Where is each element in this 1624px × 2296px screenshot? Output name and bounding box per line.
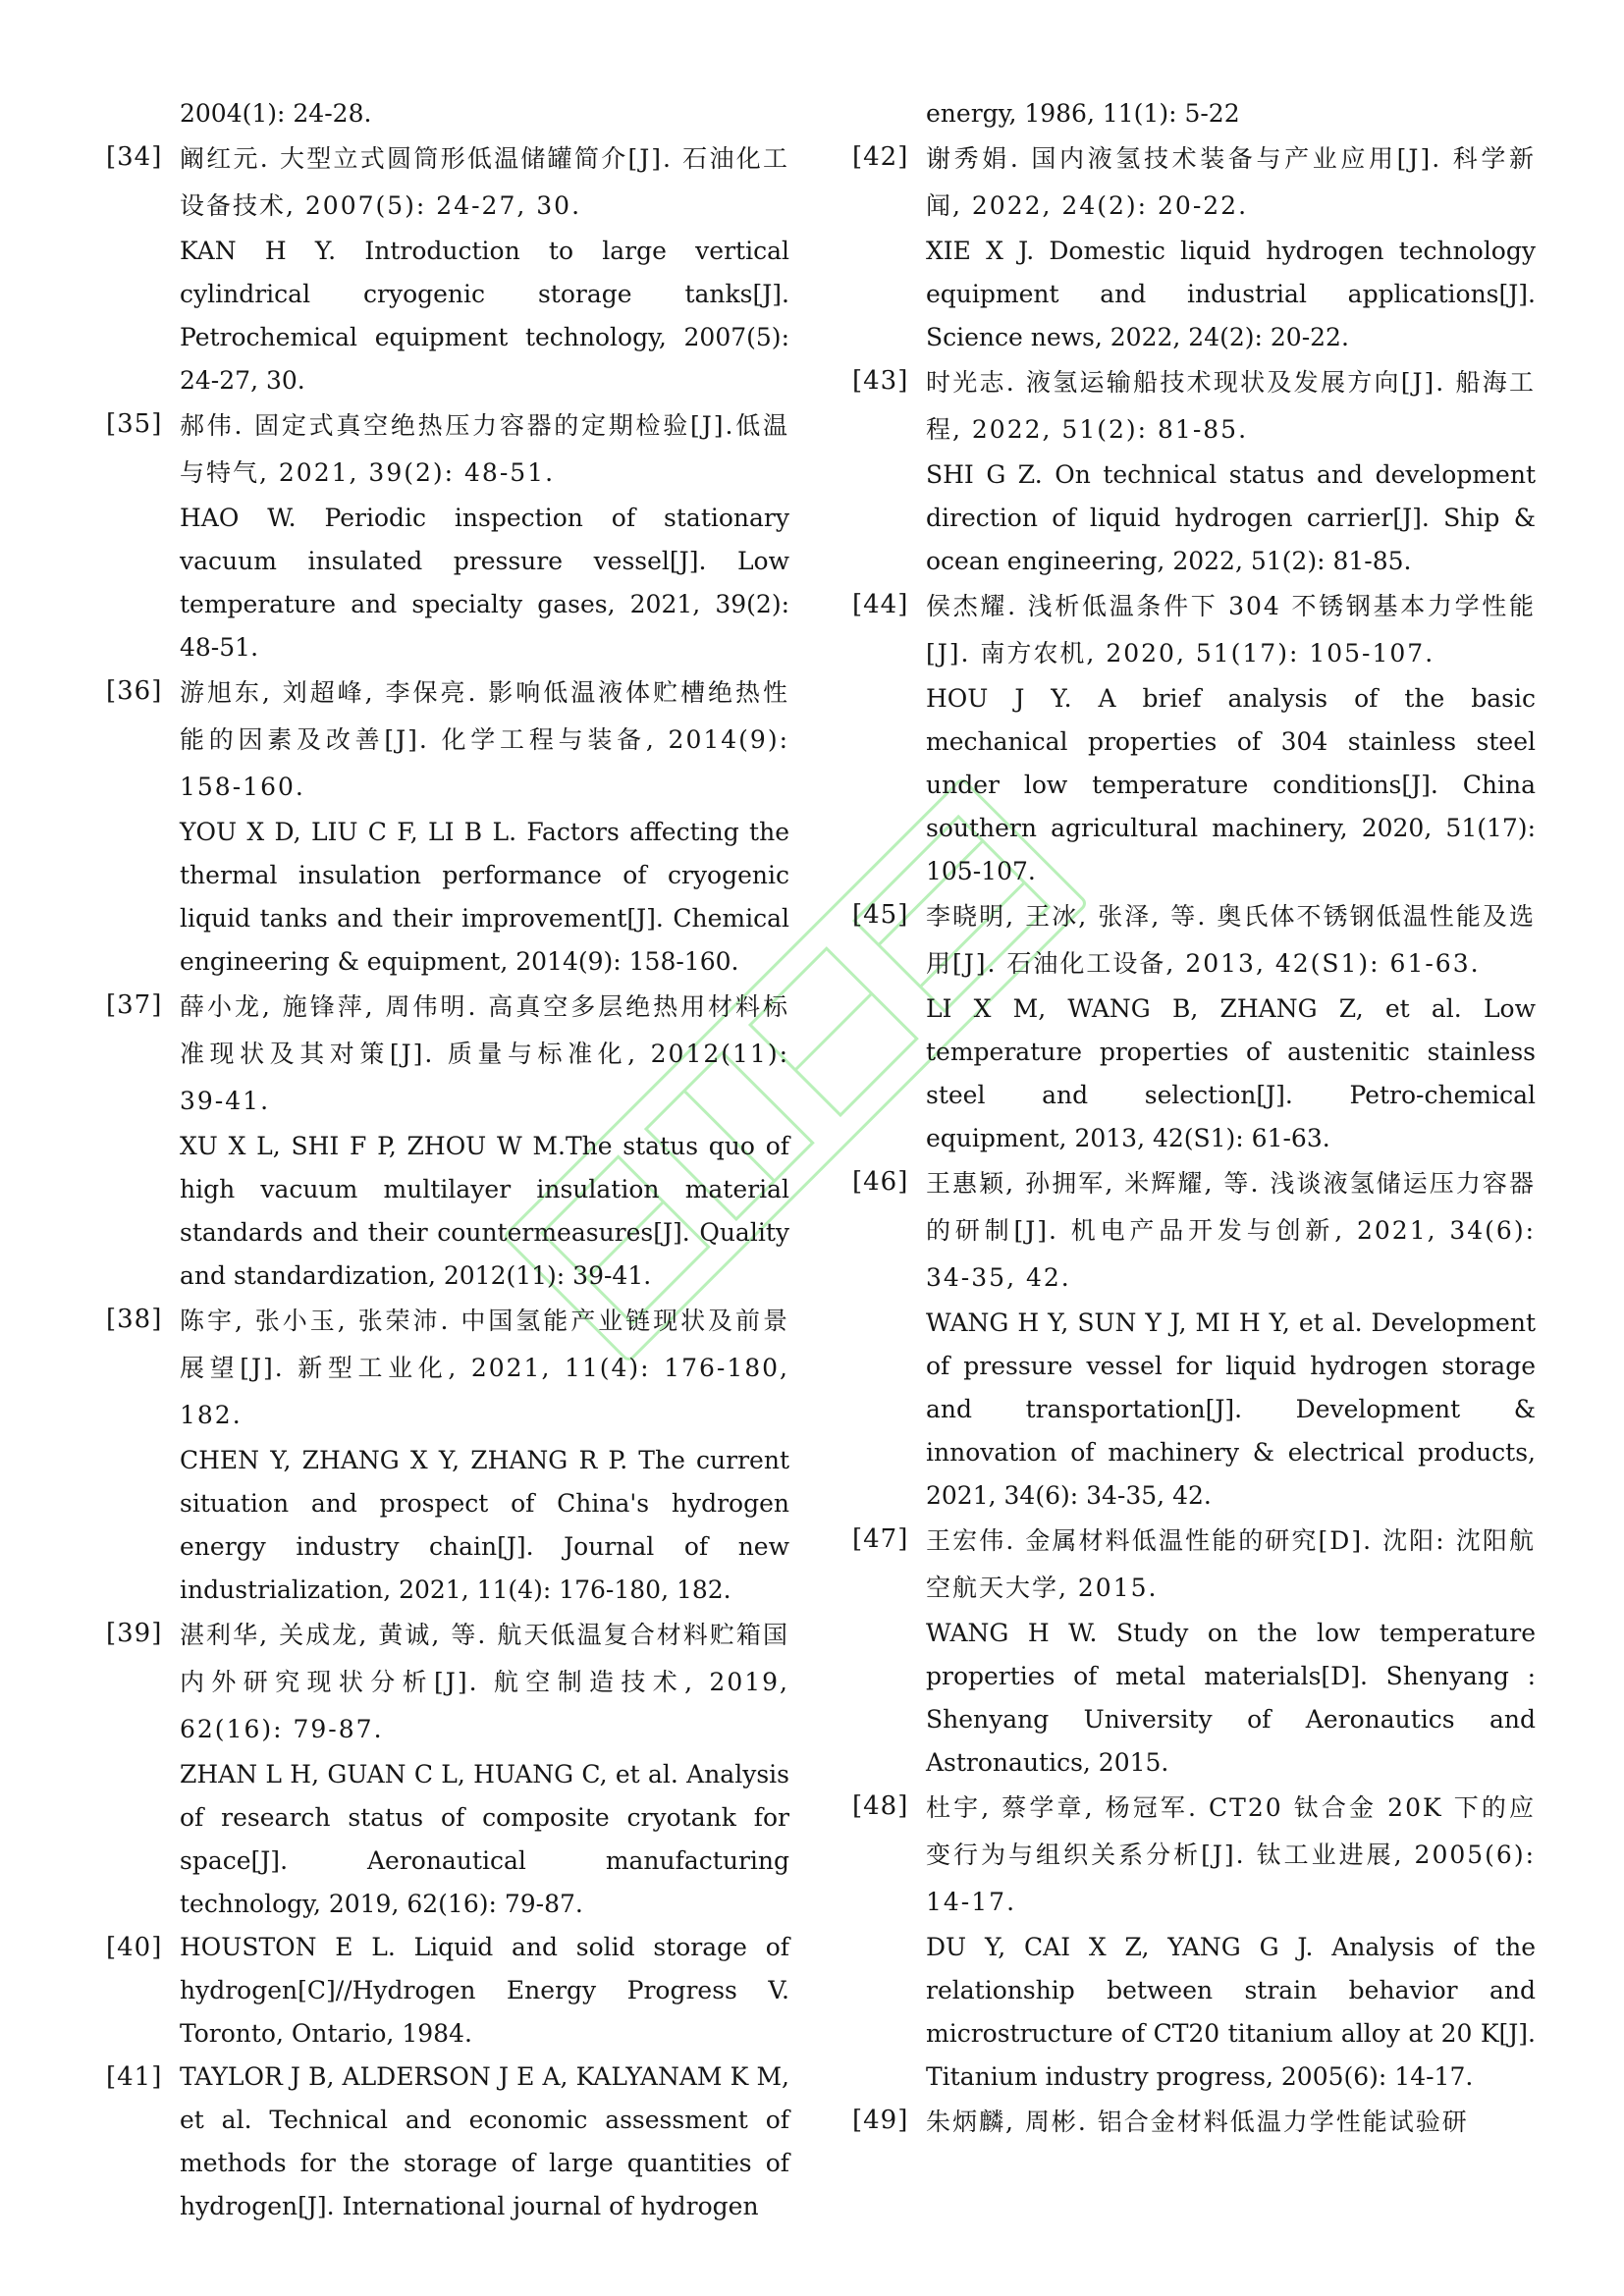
reference-number: [45] <box>852 900 909 930</box>
reference-entry <box>106 92 789 135</box>
reference-text-chinese: 阚红元. 大型立式圆筒形低温储罐简介[J]. 石油化工设备技术, 2007(5): 24-27, 30. <box>180 144 789 220</box>
reference-entry <box>852 359 1536 583</box>
reference-text-english: WANG H Y, SUN Y J, MI H Y, et al. Development of pressure vessel for liquid hydrogen storage and transportation[J]. Development & innovation of machinery & electrical products, 2021, 34(6): 34-35, 42. <box>926 1308 1536 1510</box>
reference-number: [48] <box>852 1791 909 1821</box>
reference-text-english: ZHAN L H, GUAN C L, HUANG C, et al. Analysis of research status of composite cryotank for space[J]. Aeronautical manufacturing technology, 2019, 62(16): 79-87. <box>180 1760 789 1918</box>
reference-text-english: XU X L, SHI F P, ZHOU W M.The status quo of high vacuum multilayer insulation material standards and their countermeasures[J]. Quality and standardization, 2012(11): 39-41. <box>180 1132 789 1290</box>
reference-entry <box>106 135 789 402</box>
reference-text-english: HOU J Y. A brief analysis of the basic mechanical properties of 304 stainless steel under low temperature conditions[J]. China southern agricultural machinery, 2020, 51(17): 105-107. <box>926 684 1536 885</box>
reference-text-chinese: 侯杰耀. 浅析低温条件下 304 不锈钢基本力学性能[J]. 南方农机, 2020, 51(17): 105-107. <box>926 592 1536 667</box>
reference-entry <box>106 1926 789 2056</box>
reference-number: [41] <box>106 2062 163 2092</box>
left-column <box>106 92 789 2228</box>
reference-text-english: KAN H Y. Introduction to large vertical cylindrical cryogenic storage tanks[J]. Petrochemical equipment technology, 2007(5): 24-27, 30. <box>180 237 789 395</box>
reference-entry <box>852 135 1536 359</box>
reference-text-english: LI X M, WANG B, ZHANG Z, et al. Low temperature properties of austenitic stainless steel and selection[J]. Petro-chemical equipment, 2013, 42(S1): 61-63. <box>926 994 1536 1152</box>
reference-text-english: HAO W. Periodic inspection of stationary vacuum insulated pressure vessel[J]. Low temperature and specialty gases, 2021, 39(2): 48-51. <box>180 504 789 662</box>
reference-number: [36] <box>106 676 163 706</box>
reference-number: [38] <box>106 1305 163 1334</box>
reference-number: [49] <box>852 2106 909 2135</box>
reference-text-chinese: 游旭东, 刘超峰, 李保亮. 影响低温液体贮槽绝热性能的因素及改善[J]. 化学工程与装备, 2014(9): 158-160. <box>180 678 789 801</box>
reference-number: [40] <box>106 1933 163 1962</box>
reference-entry <box>106 1298 789 1612</box>
reference-entry <box>852 92 1536 135</box>
reference-entry <box>106 984 789 1298</box>
reference-number: [42] <box>852 142 909 172</box>
reference-entry <box>852 893 1536 1160</box>
reference-text-english: 2004(1): 24-28. <box>180 99 372 128</box>
reference-text-chinese: 薛小龙, 施锋萍, 周伟明. 高真空多层绝热用材料标准现状及其对策[J]. 质量与标准化, 2012(11): 39-41. <box>180 992 789 1115</box>
reference-number: [39] <box>106 1619 163 1648</box>
reference-entry <box>852 1160 1536 1518</box>
reference-entry <box>852 583 1536 893</box>
reference-text-chinese: 郝伟. 固定式真空绝热压力容器的定期检验[J].低温与特气, 2021, 39(2): 48-51. <box>180 411 789 487</box>
reference-entry <box>106 1612 789 1926</box>
reference-number: [47] <box>852 1524 909 1554</box>
reference-text-english: HOUSTON E L. Liquid and solid storage of hydrogen[C]//Hydrogen Energy Progress V. Toronto, Ontario, 1984. <box>180 1933 789 2048</box>
reference-number: [43] <box>852 366 909 396</box>
reference-text-english: SHI G Z. On technical status and development direction of liquid hydrogen carrier[J]. Ship & ocean engineering, 2022, 51(2): 81-85. <box>926 460 1536 575</box>
reference-text-chinese: 谢秀娟. 国内液氢技术装备与产业应用[J]. 科学新闻, 2022, 24(2): 20-22. <box>926 144 1536 220</box>
reference-number: [46] <box>852 1167 909 1197</box>
reference-text-english: WANG H W. Study on the low temperature properties of metal materials[D]. Shenyang : Shenyang University of Aeronautics and Astronautics, 2015. <box>926 1619 1536 1777</box>
reference-text-english: energy, 1986, 11(1): 5-22 <box>926 99 1240 128</box>
reference-number: [34] <box>106 142 163 172</box>
reference-number: [35] <box>106 409 163 439</box>
reference-text-chinese: 李晓明, 王冰, 张泽, 等. 奥氏体不锈钢低温性能及选用[J]. 石油化工设备, 2013, 42(S1): 61-63. <box>926 902 1536 978</box>
reference-text-english: CHEN Y, ZHANG X Y, ZHANG R P. The current situation and prospect of China's hydrogen energy industry chain[J]. Journal of new industrialization, 2021, 11(4): 176-180, 182. <box>180 1446 789 1604</box>
reference-text-chinese: 陈宇, 张小玉, 张荣沛. 中国氢能产业链现状及前景展望[J]. 新型工业化, 2021, 11(4): 176-180, 182. <box>180 1307 789 1429</box>
right-column <box>852 92 1536 2146</box>
reference-text-chinese: 时光志. 液氢运输船技术现状及发展方向[J]. 船海工程, 2022, 51(2): 81-85. <box>926 368 1536 444</box>
reference-text-chinese: 王惠颖, 孙拥军, 米辉耀, 等. 浅谈液氢储运压力容器的研制[J]. 机电产品开发与创新, 2021, 34(6): 34-35, 42. <box>926 1169 1536 1292</box>
reference-text-english: DU Y, CAI X Z, YANG G J. Analysis of the relationship between strain behavior and microstructure of CT20 titanium alloy at 20 K[J]. Titanium industry progress, 2005(6): 14-17. <box>926 1933 1536 2091</box>
reference-text-english: TAYLOR J B, ALDERSON J E A, KALYANAM K M, et al. Technical and economic assessment of methods for the storage of large quantities of hydrogen[J]. International journal of hydrogen <box>180 2062 789 2220</box>
reference-entry <box>106 2056 789 2228</box>
reference-entry <box>852 1518 1536 1785</box>
reference-text-chinese: 湛利华, 关成龙, 黄诚, 等. 航天低温复合材料贮箱国内外研究现状分析[J]. 航空制造技术, 2019, 62(16): 79-87. <box>180 1621 789 1743</box>
reference-text-chinese: 杜宇, 蔡学章, 杨冠军. CT20 钛合金 20K 下的应变行为与组织关系分析[J]. 钛工业进展, 2005(6): 14-17. <box>926 1793 1536 1916</box>
reference-entry <box>852 2099 1536 2146</box>
reference-entry <box>106 402 789 669</box>
reference-entry <box>106 669 789 984</box>
reference-text-chinese: 王宏伟. 金属材料低温性能的研究[D]. 沈阳: 沈阳航空航天大学, 2015. <box>926 1526 1536 1602</box>
reference-text-english: YOU X D, LIU C F, LI B L. Factors affecting the thermal insulation performance of cryogenic liquid tanks and their improvement[J]. Chemical engineering & equipment, 2014(9): 158-160. <box>180 818 789 976</box>
reference-number: [44] <box>852 590 909 619</box>
reference-number: [37] <box>106 990 163 1020</box>
reference-entry <box>852 1785 1536 2099</box>
reference-text-chinese: 朱炳麟, 周彬. 铝合金材料低温力学性能试验研 <box>926 2108 1469 2136</box>
reference-text-english: XIE X J. Domestic liquid hydrogen technology equipment and industrial applications[J]. Science news, 2022, 24(2): 20-22. <box>926 237 1536 351</box>
